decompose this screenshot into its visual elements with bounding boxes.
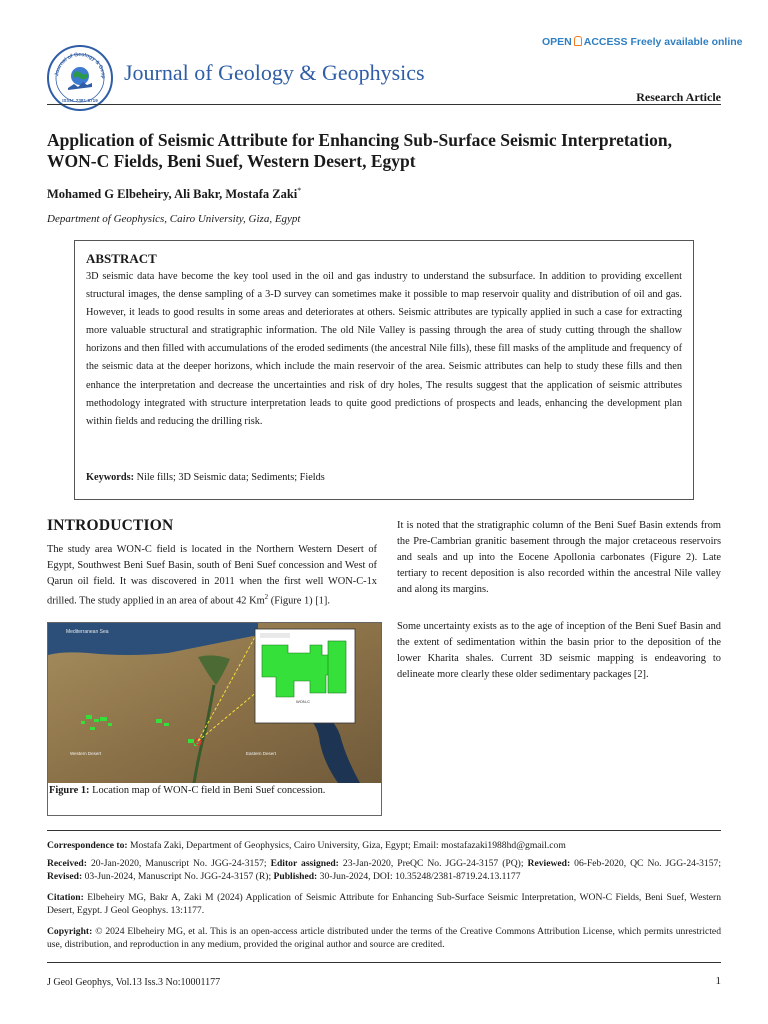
reviewed-label: Reviewed: <box>527 858 571 869</box>
figure-1-label: Figure 1: <box>49 785 90 796</box>
copyright-label: Copyright: <box>47 926 93 937</box>
reviewed-text: 06-Feb-2020, QC No. JGG-24-3157; <box>574 858 721 869</box>
correspondence-text: Mostafa Zaki, Department of Geophysics, Cairo University, Giza, Egypt; Email: mostafazaki1988hd@gmail.com <box>129 840 566 851</box>
published-label: Published: <box>273 871 318 883</box>
metadata-divider <box>47 830 721 831</box>
citation-label: Citation: <box>47 892 84 903</box>
article-type: Research Article <box>636 90 721 104</box>
published-text: 30-Jun-2024, DOI: 10.35248/2381-8719.24.13.1177 <box>319 871 521 883</box>
figure-1-caption <box>49 784 380 798</box>
header-divider <box>47 104 721 105</box>
intro-paragraph-2: It is noted that the stratigraphic column of the Beni Suef Basin extends from the Pre-Cambrian granitic basement through the major cretaceous reservoirs and seals and up into the Eocene Apollonia carbonates (Figure 2). Late tertiary to recent deposition is also recorded within the ancestral Nile valley and along its margins. <box>397 520 721 595</box>
access-label: ACCESS Freely available online <box>583 36 743 48</box>
copyright-text: © 2024 Elbeheiry MG, et al. This is an open-access article distributed under the terms of the Creative Commons Attribution License, which permits unrestricted use, distribution, and reproduction in any medium, provided the original author and source are credited. <box>47 926 721 951</box>
abstract-heading: ABSTRACT <box>86 251 157 266</box>
correspondence-label: Correspondence to: <box>47 840 128 851</box>
intro-p1-superscript: 2 <box>264 592 269 601</box>
intro-p1-text: The study area WON-C field is located in the Northern Western Desert of Egypt, Southwest Beni Suef Basin, south of Beni Suef concession and West of Qarun oil field. It was discovered in 2011 when the first well WON-C-1x drilled. The study applied in an area of about 42 Km <box>47 544 377 607</box>
author-list <box>47 186 301 202</box>
svg-text:Journal of Geology & Geophysic: Journal of Geology & Geop <box>54 51 107 79</box>
corresponding-author-mark: * <box>297 186 302 195</box>
editor-text: 23-Jan-2020, PreQC No. JGG-24-3157 (PQ); <box>342 858 524 869</box>
figure-1-caption-text: Location map of WON-C field in Beni Suef concession. <box>92 785 326 796</box>
inset-label: WON-C <box>296 699 310 704</box>
map-label-eastern-desert: Eastern Desert <box>246 751 277 756</box>
intro-p1-end: (Figure 1) [1]. <box>268 595 330 607</box>
intro-paragraph-1 <box>47 542 377 609</box>
citation <box>47 891 721 918</box>
footer-journal-reference: J Geol Geophys, Vol.13 Iss.3 No:10001177 <box>47 977 221 988</box>
revised-label: Revised: <box>47 871 83 883</box>
location-map-image <box>48 623 381 783</box>
open-lock-icon <box>574 36 582 46</box>
page-number: 1 <box>715 975 721 987</box>
open-access-badge[interactable] <box>542 36 743 48</box>
authors: Mohamed G Elbeheiry, Ali Bakr, Mostafa Zaki <box>47 187 298 202</box>
article-history <box>47 857 721 884</box>
received-label: Received: <box>47 858 87 869</box>
logo-issn: ISSN: 2381-8719 <box>62 98 98 103</box>
affiliation: Department of Geophysics, Cairo University, Giza, Egypt <box>47 213 301 225</box>
keywords <box>86 472 682 483</box>
paper-title: Application of Seismic Attribute for Enhancing Sub-Surface Seismic Interpretation, WON-C Fields, Beni Suef, Western Desert, Egypt <box>47 130 672 171</box>
intro-paragraph-3: Some uncertainty exists as to the age of inception of the Beni Suef Basin and the extent of sedimentation within the basin prior to the deposition of the lower Kharita shales. Current 3D seismic mapping is endeavoring to delineate more clearly these older sedimentary packages [2]. <box>397 621 721 680</box>
revised-text: 03-Jun-2024, Manuscript No. JGG-24-3157 (R); <box>84 871 272 883</box>
map-label-sea: Mediterranean Sea <box>66 629 109 635</box>
journal-title[interactable]: Journal of Geology & Geophysics <box>124 60 425 85</box>
inset-map <box>255 629 355 723</box>
editor-label: Editor assigned: <box>270 858 339 869</box>
keywords-list: Nile fills; 3D Seismic data; Sediments; Fields <box>136 472 325 483</box>
open-label: OPEN <box>542 36 572 48</box>
correspondence <box>47 839 721 852</box>
received-text: 20-Jan-2020, Manuscript No. JGG-24-3157; <box>90 858 267 869</box>
map-label-western-desert: Western Desert <box>70 751 102 756</box>
footer-divider <box>47 962 721 963</box>
abstract-text: 3D seismic data have become the key tool used in the oil and gas industry to understand the subsurface. In addition to providing excellent structural images, the dense sampling of a 3-D survey can sometimes make it possible to map reservoir quality and distribution of oil and gas. However, it leads to good results in some areas and deteriorates at others. Seismic attributes are typically applied in such a case for extracting more valuable structural and stratigraphic information. The old Nile Valley is passing through the area of study cutting through the shallow horizons and then filled with accumulations of the eroded sediments (the ancestral Nile fills), these fill masks of the amplitude and frequency of the seismic data at the deeper horizons, which include the main reservoir of the area. Seismic attributes can help to study these fills and then enhance the interpretation and decrease the uncertainties and risk of dry holes, The results suggest that the application of seismic attributes methodology integrated with structure interpretation leads to quite good predictions of prospects and leads, enhancing the development plan within fields and reducing the drilling risk. <box>86 271 682 427</box>
citation-text: Elbeheiry MG, Bakr A, Zaki M (2024) Application of Seismic Attribute for Enhancing Sub-Surface Seismic Interpretation, WON-C Fields, Beni Suef, Western Desert, Egypt. J Geol Geophys. 13:1177. <box>47 892 721 917</box>
copyright <box>47 925 721 952</box>
introduction-heading: INTRODUCTION <box>47 517 174 534</box>
keywords-label: Keywords: <box>86 472 135 483</box>
journal-logo <box>46 44 114 112</box>
